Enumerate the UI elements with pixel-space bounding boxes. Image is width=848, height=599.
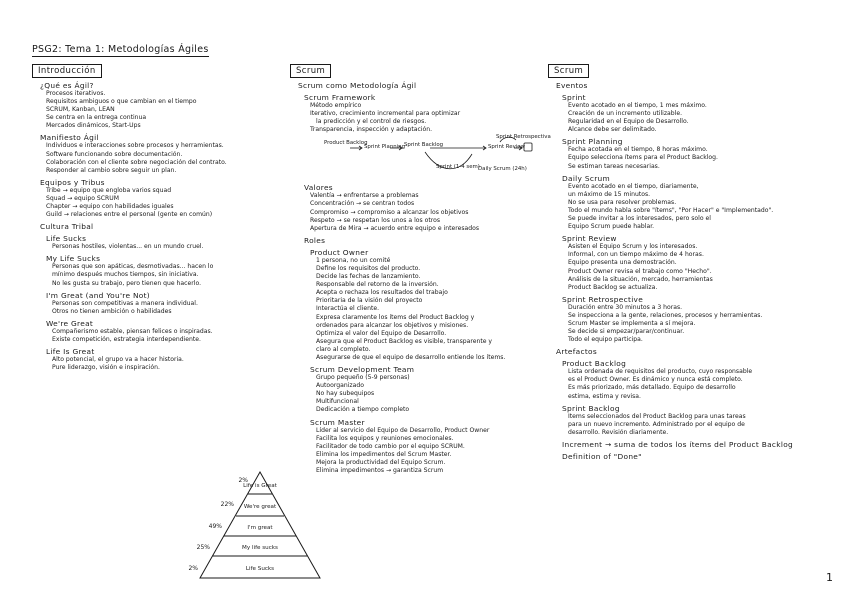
list-item: Autoorganizado bbox=[316, 382, 364, 390]
heading-definition-of-done: Definition of "Done" bbox=[562, 451, 642, 461]
flow-sprint-backlog: Sprint Backlog bbox=[404, 142, 444, 149]
list-item: Existe competición, estrategia interdependiente. bbox=[52, 335, 201, 343]
list-item: Grupo pequeño (5-9 personas) bbox=[316, 374, 410, 382]
list-item: Evento acotado en el tiempo, 1 mes máximo. bbox=[568, 102, 707, 109]
flow-product-backlog: Product Backlog bbox=[324, 140, 368, 147]
list-item: Chapter → equipo con habilidades iguales bbox=[46, 203, 174, 211]
list-item: Mejora la productividad del Equipo Scrum. bbox=[316, 458, 446, 466]
flow-sprint-planning: Sprint Planning bbox=[364, 144, 406, 151]
list-item: Squad → equipo SCRUM bbox=[46, 194, 119, 202]
column-introduccion bbox=[32, 58, 294, 372]
heading-artefactos: Artefactos bbox=[556, 347, 598, 357]
heading-manifiesto: Manifiesto Ágil bbox=[40, 133, 99, 143]
stage-im-great: I'm Great (and You're Not) bbox=[46, 290, 150, 300]
list-item: Prioritaria de la visión del proyecto bbox=[316, 297, 423, 305]
list-item: Expresa claramente los ítems del Product Backlog y bbox=[316, 313, 475, 321]
list-item: Asisten el Equipo Scrum y los interesados. bbox=[568, 243, 698, 251]
list-item: Multifuncional bbox=[316, 398, 359, 406]
list-item: Se decide si empezar/parar/continuar. bbox=[568, 328, 685, 336]
list-item: Iterativo, crecimiento incremental para optimizar bbox=[310, 110, 461, 118]
pyramid-level-label: I'm great bbox=[247, 525, 273, 531]
heading-que-es-agil: ¿Qué es Ágil? bbox=[40, 81, 94, 90]
list-item: Asegura que el Product Backlog es visible, transparente y bbox=[316, 337, 493, 345]
pyramid-percent: 2% bbox=[188, 565, 198, 572]
list-item: Interactúa el cliente. bbox=[316, 305, 380, 313]
heading-eventos: Eventos bbox=[556, 81, 588, 90]
list-item: Valentía → enfrentarse a problemas bbox=[310, 192, 419, 200]
list-item: mínimo después muchos tiempos, sin iniciativa. bbox=[52, 271, 199, 279]
list-item: Mercados dinámicos, Start-Ups bbox=[46, 122, 141, 130]
list-item: Guild → relaciones entre el personal (gente en común) bbox=[46, 211, 213, 219]
list-item: No hay subequipos bbox=[316, 390, 375, 398]
pyramid-percent: 49% bbox=[208, 523, 222, 530]
list-item: Creación de un incremento utilizable. bbox=[568, 110, 683, 118]
stage-life-is-great: Life Is Great bbox=[46, 346, 95, 356]
list-item: Personas hostiles, violentas... en un mundo cruel. bbox=[52, 243, 204, 251]
list-item: Alcance debe ser delimitado. bbox=[568, 126, 657, 134]
list-item: Dedicación a tiempo completo bbox=[316, 406, 410, 414]
heading-valores: Valores bbox=[304, 183, 333, 193]
stage-my-life-sucks: My Life Sucks bbox=[46, 254, 101, 264]
tribal-culture-pyramid bbox=[190, 468, 330, 588]
list-item: Decide las fechas de lanzamiento. bbox=[316, 273, 421, 281]
list-item: Optimiza el valor del Equipo de Desarrollo. bbox=[316, 329, 447, 337]
list-item: Product Owner revisa el trabajo como "Hecho". bbox=[568, 267, 712, 275]
pyramid-percent: 22% bbox=[220, 501, 234, 508]
heading-increment: Increment → suma de todos los ítems del Product Backlog bbox=[562, 439, 794, 449]
list-item: un máximo de 15 minutos. bbox=[568, 190, 651, 198]
stage-were-great: We're Great bbox=[46, 318, 94, 328]
list-item: para un nuevo incremento. Administrado por el equipo de bbox=[568, 420, 745, 428]
column-scrum-metodologia bbox=[290, 58, 551, 475]
list-item: Transparencia, inspección y adaptación. bbox=[310, 126, 433, 134]
list-item: claro al completo. bbox=[316, 345, 371, 353]
list-item: Evento acotado en el tiempo, diariamente, bbox=[568, 182, 699, 190]
heading-sprint-retrospective: Sprint Retrospective bbox=[562, 294, 644, 304]
list-item: estima, estima y revisa. bbox=[568, 392, 641, 400]
page-title: PSG2: Tema 1: Metodologías Ágiles bbox=[32, 44, 209, 55]
pyramid-level-label: Life Sucks bbox=[245, 566, 275, 572]
list-item: Responsable del retorno de la inversión. bbox=[316, 281, 439, 289]
page-number: 1 bbox=[826, 571, 833, 584]
list-item: Scrum Master se implementa a sí mejora. bbox=[568, 319, 696, 327]
list-item: Es más priorizado, más detallado. Equipo de desarrollo bbox=[568, 384, 736, 392]
list-item: Se centra en la entrega continua bbox=[46, 114, 147, 122]
list-item: Fecha acotada en el tiempo, 8 horas máximo. bbox=[568, 146, 708, 154]
list-item: Responder al cambio sobre seguir un plan. bbox=[46, 166, 177, 174]
list-item: Colaboración con el cliente sobre negociación del contrato. bbox=[46, 158, 227, 166]
list-item: No se usa para resolver problemas. bbox=[568, 198, 677, 206]
section-header-scrum-2: Scrum bbox=[548, 64, 589, 78]
list-item: Informal, con un tiempo máximo de 4 horas. bbox=[568, 251, 704, 259]
flow-sprint: Sprint (1-4 sem) bbox=[436, 164, 480, 171]
list-item: Líder al servicio del Equipo de Desarrollo, Product Owner bbox=[316, 426, 490, 434]
list-item: Facilitador de todo cambio por el equipo SCRUM. bbox=[316, 442, 465, 450]
list-item: Respeto → se respetan los unos a los otros bbox=[310, 216, 440, 224]
pyramid-percent: 25% bbox=[196, 544, 210, 551]
list-item: Elimina los impedimentos del Scrum Master. bbox=[316, 450, 452, 458]
list-item: Concentración → se centran todos bbox=[310, 200, 415, 208]
list-item: SCRUM, Kanban, LEAN bbox=[46, 106, 115, 114]
list-item: Personas son competitivas a manera individual. bbox=[52, 299, 198, 307]
list-item: es el Product Owner. Es dinámico y nunca está completo. bbox=[568, 376, 743, 384]
list-item: Elimina impedimentos → garantiza Scrum bbox=[316, 467, 444, 474]
scrum-flow-diagram bbox=[290, 134, 551, 180]
list-item: Se puede invitar a los interesados, pero solo el bbox=[568, 215, 711, 223]
pyramid-percent: 2% bbox=[238, 477, 248, 484]
pyramid-level-label: Life is Great bbox=[243, 483, 277, 489]
list-item: 1 persona, no un comité bbox=[316, 256, 391, 264]
heading-sprint-planning: Sprint Planning bbox=[562, 137, 623, 147]
list-item: Personas que son apáticas, desmotivadas... hacen lo bbox=[52, 263, 214, 271]
stage-life-sucks: Life Sucks bbox=[46, 234, 87, 244]
list-item: Tribe → equipo que engloba varios squad bbox=[46, 186, 172, 194]
heading-product-backlog: Product Backlog bbox=[562, 359, 627, 369]
list-item: Otros no tienen ambición o habilidades bbox=[52, 307, 172, 315]
list-item: Equipo Scrum puede hablar. bbox=[568, 223, 655, 231]
list-item: Todo el equipo participa. bbox=[568, 336, 643, 344]
heading-product-owner: Product Owner bbox=[310, 247, 369, 257]
list-item: Pure liderazgo, visión e inspiración. bbox=[52, 364, 160, 372]
heading-scrum-metodologia: Scrum como Metodología Ágil bbox=[298, 81, 417, 90]
list-item: Facilita los equipos y reuniones emocionales. bbox=[316, 434, 454, 442]
flow-daily-scrum: Daily Scrum (24h) bbox=[478, 166, 527, 173]
list-item: Alto potencial, el grupo va a hacer historia. bbox=[52, 355, 184, 363]
heading-scrum-framework: Scrum Framework bbox=[304, 93, 376, 102]
heading-daily-scrum: Daily Scrum bbox=[562, 173, 611, 183]
heading-dev-team: Scrum Development Team bbox=[310, 365, 415, 375]
list-item: Duración entre 30 minutos a 3 horas. bbox=[568, 303, 683, 311]
pyramid-level-label: My life sucks bbox=[242, 545, 278, 551]
list-item: Ítems seleccionados del Product Backlog para unas tareas bbox=[568, 412, 746, 420]
list-item: desarrollo. Revisión diariamente. bbox=[568, 428, 669, 436]
pyramid-level-label: We're great bbox=[243, 504, 277, 510]
list-item: Se estiman tareas necesarias. bbox=[568, 162, 660, 170]
list-item: la predicción y el control de riesgos. bbox=[316, 118, 427, 126]
list-item: Acepta o rechaza los resultados del trabajo bbox=[316, 289, 448, 297]
heading-equipos-tribus: Equipos y Tribus bbox=[40, 177, 105, 187]
list-item: Método empírico bbox=[310, 102, 362, 109]
list-item: Equipo presenta una demostración. bbox=[568, 259, 677, 267]
list-item: ordenados para alcanzar los objetivos y misiones. bbox=[316, 321, 469, 329]
list-item: Análisis de la situación, mercado, herramientas bbox=[568, 275, 713, 283]
list-item: Procesos iterativos. bbox=[46, 90, 106, 97]
list-item: Se inspecciona a la gente, relaciones, procesos y herramientas. bbox=[568, 311, 763, 319]
flow-sprint-review: Sprint Review bbox=[488, 144, 526, 151]
heading-roles: Roles bbox=[304, 235, 326, 245]
list-item: Software funcionando sobre documentación. bbox=[46, 150, 183, 158]
heading-scrum-master: Scrum Master bbox=[310, 417, 365, 427]
heading-cultura-tribal: Cultura Tribal bbox=[40, 222, 94, 232]
list-item: Asegurarse de que el equipo de desarrollo entiende los ítems. bbox=[316, 353, 506, 361]
list-item: Individuos e interacciones sobre procesos y herramientas. bbox=[46, 142, 224, 150]
heading-sprint: Sprint bbox=[562, 93, 586, 102]
section-header-scrum: Scrum bbox=[290, 64, 331, 78]
list-item: Lista ordenada de requisitos del producto, cuyo responsable bbox=[568, 368, 753, 376]
heading-sprint-review: Sprint Review bbox=[562, 234, 617, 244]
list-item: Product Backlog se actualiza. bbox=[568, 283, 658, 291]
section-header-introduccion: Introducción bbox=[32, 64, 102, 78]
column-scrum-eventos bbox=[548, 58, 840, 461]
list-item: Define los requisitos del producto. bbox=[316, 264, 421, 272]
flow-sprint-retro: Sprint Retrospectiva bbox=[496, 134, 551, 141]
list-item: Apertura de Mira → acuerdo entre equipo e interesados bbox=[310, 224, 480, 232]
list-item: No les gusta su trabajo, pero tienen que hacerlo. bbox=[52, 279, 202, 287]
list-item: Requisitos ambiguos o que cambian en el tiempo bbox=[46, 98, 197, 106]
list-item: Compañerismo estable, piensan felices o inspiradas. bbox=[52, 327, 213, 335]
list-item: Todo el mundo habla sobre "ítems", "Por Hacer" e "Implementado". bbox=[568, 206, 774, 214]
list-item: Regularidad en el Equipo de Desarrollo. bbox=[568, 118, 689, 126]
heading-sprint-backlog: Sprint Backlog bbox=[562, 403, 620, 413]
list-item: Compromiso → compromiso a alcanzar los objetivos bbox=[310, 208, 469, 216]
list-item: Equipo selecciona ítems para el Product Backlog. bbox=[568, 154, 718, 162]
